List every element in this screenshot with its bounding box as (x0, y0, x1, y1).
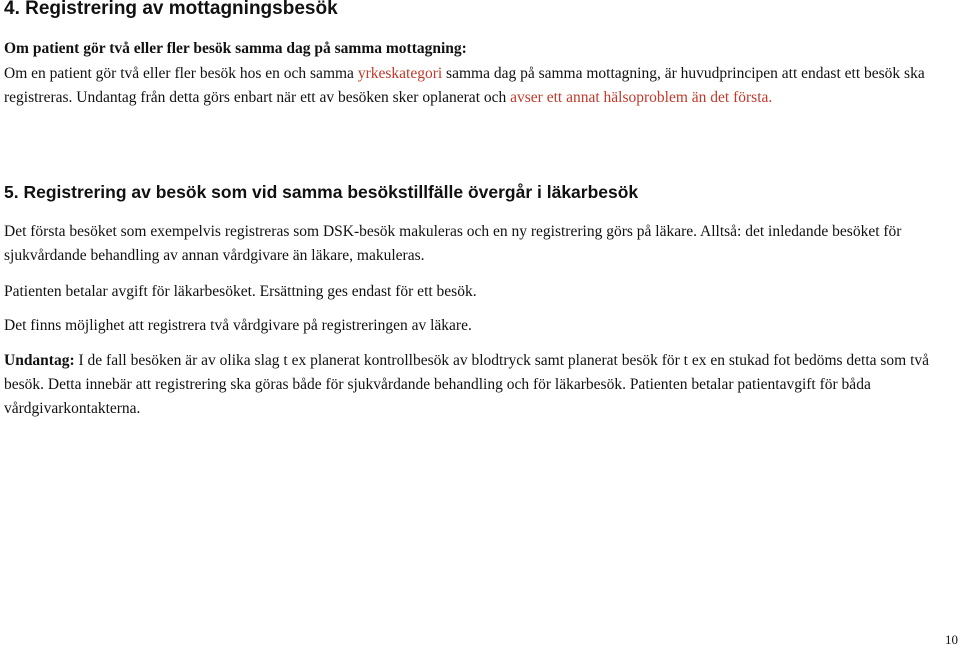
section-5-paragraph-3: Det finns möjlighet att registrera två vårdgivare på registreringen av läkare. (4, 317, 472, 334)
section-5-exception-paragraph (4, 349, 956, 421)
section-5-paragraph-1: Det första besöket som exempelvis registreras som DSK-besök makuleras och en ny registrering görs på läkare. Alltså: det inledande besöket för sjukvårdande behandling av annan vårdgivare än läkare, makuleras. (4, 223, 902, 264)
section-5-heading: 5. Registrering av besök som vid samma besökstillfälle övergår i läkarbesök (4, 182, 639, 202)
yrkeskategori-link[interactable]: yrkeskategori (357, 65, 443, 82)
section-4-paragraph-text-1: Om en patient gör två eller fler besök hos en och samma (4, 65, 358, 82)
section-4-highlight-text: avser ett annat hälsoproblem än det första. (510, 89, 773, 106)
section-4-paragraph (4, 62, 956, 110)
exception-label: Undantag: (4, 352, 75, 369)
section-5-paragraph-2: Patienten betalar avgift för läkarbesöket. Ersättning ges endast för ett besök. (4, 283, 477, 300)
section-4-heading: 4. Registrering av mottagningsbesök (4, 0, 338, 19)
page-number: 10 (945, 632, 958, 647)
section-4-subheading: Om patient gör två eller fler besök samma dag på samma mottagning: (4, 40, 467, 57)
exception-text: I de fall besöken är av olika slag t ex planerat kontrollbesök av blodtryck samt planerat besök för t ex en stukad fot bedöms detta som två besök. Detta innebär att registrering ska göras både för sjukvårdande behandling och för läkarbesök. Patienten betalar patientavgift för båda vårdgivarkontakterna. (4, 352, 930, 417)
section-4-paragraph-text-2: samma dag på samma mottagning, är huvudprincipen att endast ett besök ska registreras. Undantag från detta görs enbart när ett av besöken sker oplanerat och (4, 65, 925, 106)
